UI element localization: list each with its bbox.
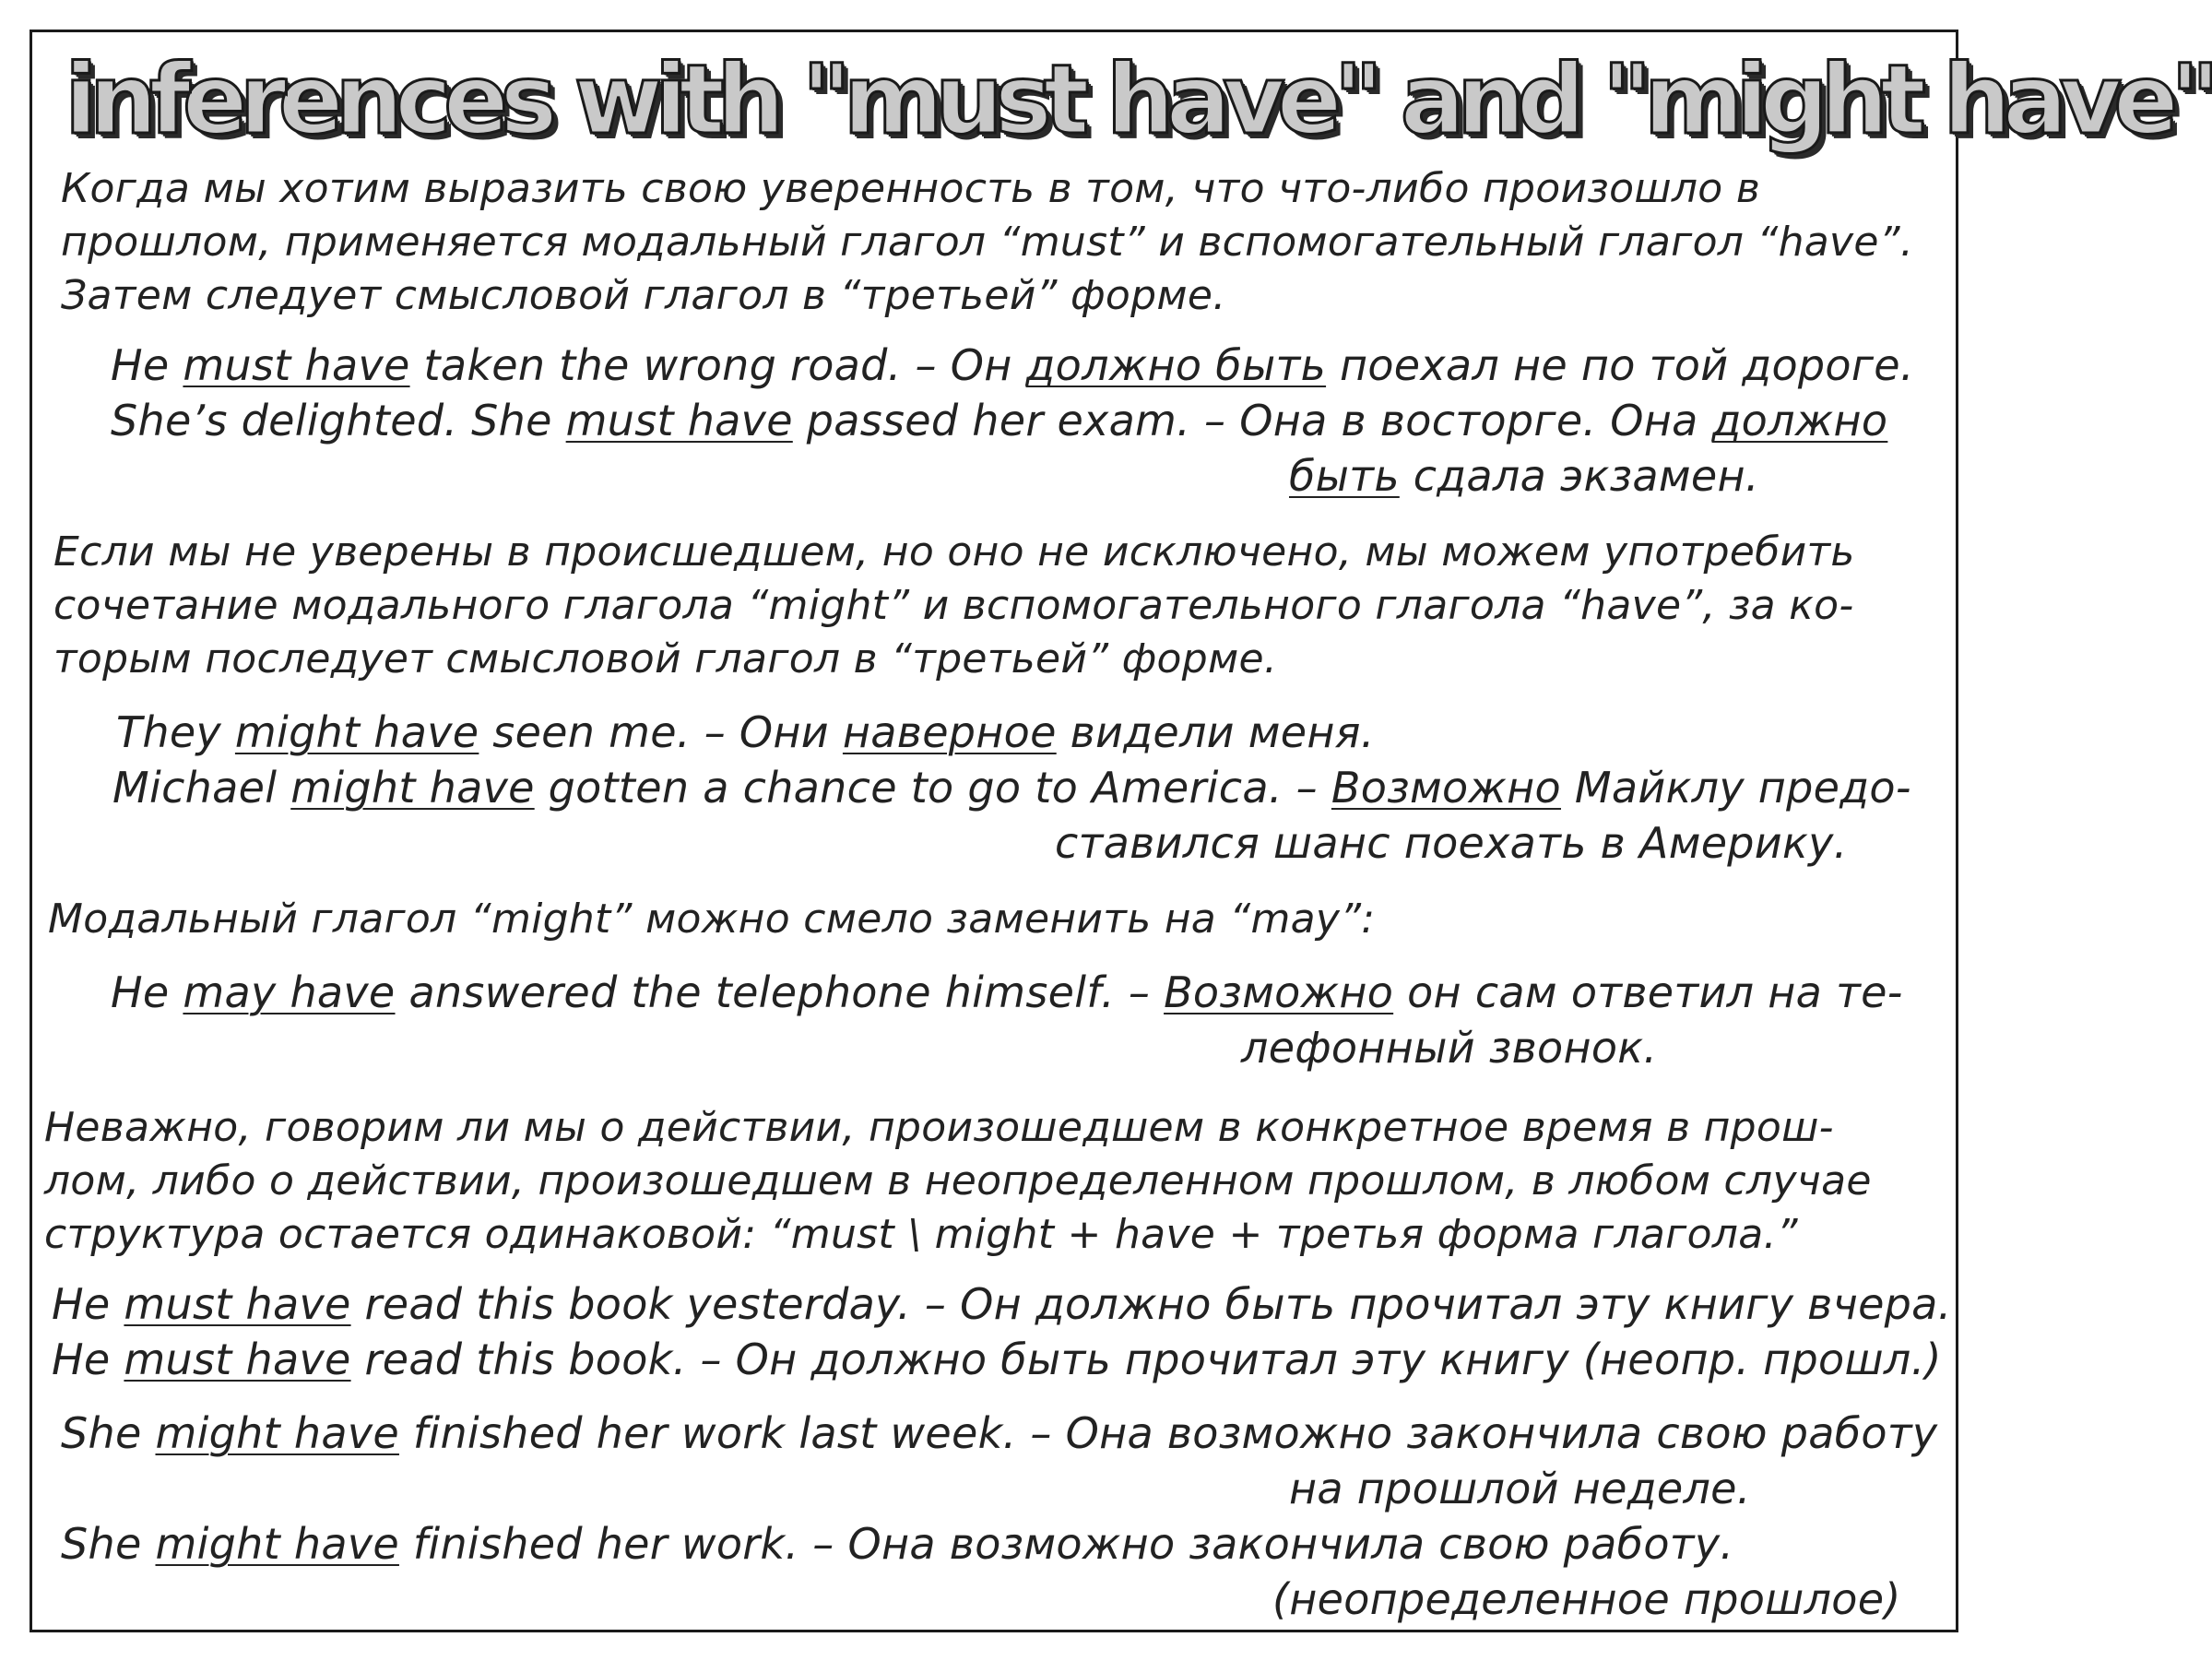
underlined-modal: must have: [565, 396, 793, 445]
example-line: [111, 338, 1914, 393]
example-text: seen me. – Они: [479, 707, 843, 757]
example-text: Michael: [112, 763, 291, 813]
example-text: He: [52, 1279, 124, 1329]
example-line: на прошлой неделе.: [1289, 1464, 1751, 1513]
example-text: He: [111, 967, 183, 1017]
example-line: [61, 1406, 1937, 1461]
example-line: [52, 1332, 1952, 1387]
underlined-modal: must have: [183, 340, 410, 390]
underlined-translation: Возможно: [1331, 763, 1561, 813]
example-line: лефонный звонок.: [1241, 1023, 1658, 1073]
underlined-modal: might have: [234, 707, 479, 757]
example-line: [111, 448, 1914, 504]
paragraph-line: Затем следует смысловой глагол в “третьей” форме.: [61, 272, 1226, 319]
underlined-translation: наверное: [842, 707, 1057, 757]
example-line: (неопределенное прошлое): [1272, 1574, 1901, 1624]
underlined-modal: may have: [183, 967, 396, 1017]
example-line: [52, 1276, 1952, 1332]
example-text: Майклу предо-: [1560, 763, 1911, 813]
underlined-translation: быть: [1289, 451, 1400, 501]
example-block-might-have: [112, 705, 1911, 871]
example-block-might-have-time: [61, 1406, 1937, 1627]
paragraph-line: Неважно, говорим ли мы о действии, произошедшем в конкретное время в прош-: [44, 1104, 1834, 1151]
underlined-modal: must have: [124, 1335, 351, 1384]
example-line: [111, 965, 1903, 1020]
example-block-must-have: [111, 338, 1914, 504]
example-text: answered the telephone himself. –: [395, 967, 1165, 1017]
underlined-translation: Возможно: [1164, 967, 1394, 1017]
example-text: She: [61, 1519, 156, 1569]
example-text: They: [116, 707, 235, 757]
example-line: [116, 705, 1911, 760]
rule-paragraph-structure: [44, 1101, 1872, 1262]
example-text: read this book yesterday. – Он должно быть прочитал эту книгу вчера.: [350, 1279, 1952, 1329]
example-line: [111, 393, 1914, 448]
example-text: видели меня.: [1056, 707, 1375, 757]
underlined-modal: might have: [155, 1408, 399, 1458]
paragraph-line: сочетание модального глагола “might” и вспомогательного глагола “have”, за ко-: [53, 582, 1854, 629]
paragraph-line: лом, либо о действии, произошедшем в неопределенном прошлом, в любом случае: [44, 1157, 1872, 1204]
underlined-modal: might have: [290, 763, 535, 813]
example-line: ставился шанс поехать в Америку.: [1055, 818, 1848, 868]
example-text: read this book. – Он должно быть прочитал эту книгу (неопр. прошл.): [350, 1335, 1942, 1384]
example-text: он сам ответил на те-: [1393, 967, 1903, 1017]
example-text: He: [52, 1335, 124, 1384]
example-text: She’s delighted. She: [111, 396, 566, 445]
example-line: [112, 760, 1911, 815]
rule-paragraph-might-have: [53, 526, 1855, 686]
rule-paragraph-may-have: [48, 893, 1375, 946]
rule-paragraph-must-have: [61, 162, 1913, 323]
example-block-must-have-time: [52, 1276, 1952, 1387]
paragraph-line: прошлом, применяется модальный глагол “must” и вспомогательный глагол “have”.: [61, 219, 1914, 266]
example-text: gotten a chance to go to America. –: [534, 763, 1331, 813]
underlined-modal: must have: [124, 1279, 351, 1329]
example-text: He: [111, 340, 183, 390]
example-text: passed her exam. – Она в восторге. Она: [792, 396, 1712, 445]
underlined-translation: должно: [1711, 396, 1888, 445]
underlined-translation: должно быть: [1025, 340, 1327, 390]
paragraph-line: Если мы не уверены в происшедшем, но оно не исключено, мы можем употребить: [53, 528, 1855, 575]
example-text: finished her work last week. – Она возможно закончила свою работу: [398, 1408, 1938, 1458]
example-text: поехал не по той дороге.: [1326, 340, 1914, 390]
example-text: She: [61, 1408, 156, 1458]
underlined-modal: might have: [155, 1519, 399, 1569]
example-line: [61, 1516, 1937, 1572]
paragraph-line: Модальный глагол “might” можно смело заменить на “may”:: [48, 896, 1376, 943]
example-text: сдала экзамен.: [1399, 451, 1759, 501]
example-block-may-have: [111, 965, 1903, 1075]
example-text: finished her work. – Она возможно закончила свою работу.: [398, 1519, 1734, 1569]
example-text: taken the wrong road. – Он: [409, 340, 1026, 390]
page-title: inferences with "must have" and "might have": [65, 43, 2212, 156]
paragraph-line: структура остается одинаковой: “must \ might + have + третья форма глагола.”: [44, 1211, 1798, 1258]
paragraph-line: торым последует смысловой глагол в “третьей” форме.: [53, 635, 1278, 682]
paragraph-line: Когда мы хотим выразить свою уверенность в том, что что-либо произошло в: [61, 165, 1761, 212]
